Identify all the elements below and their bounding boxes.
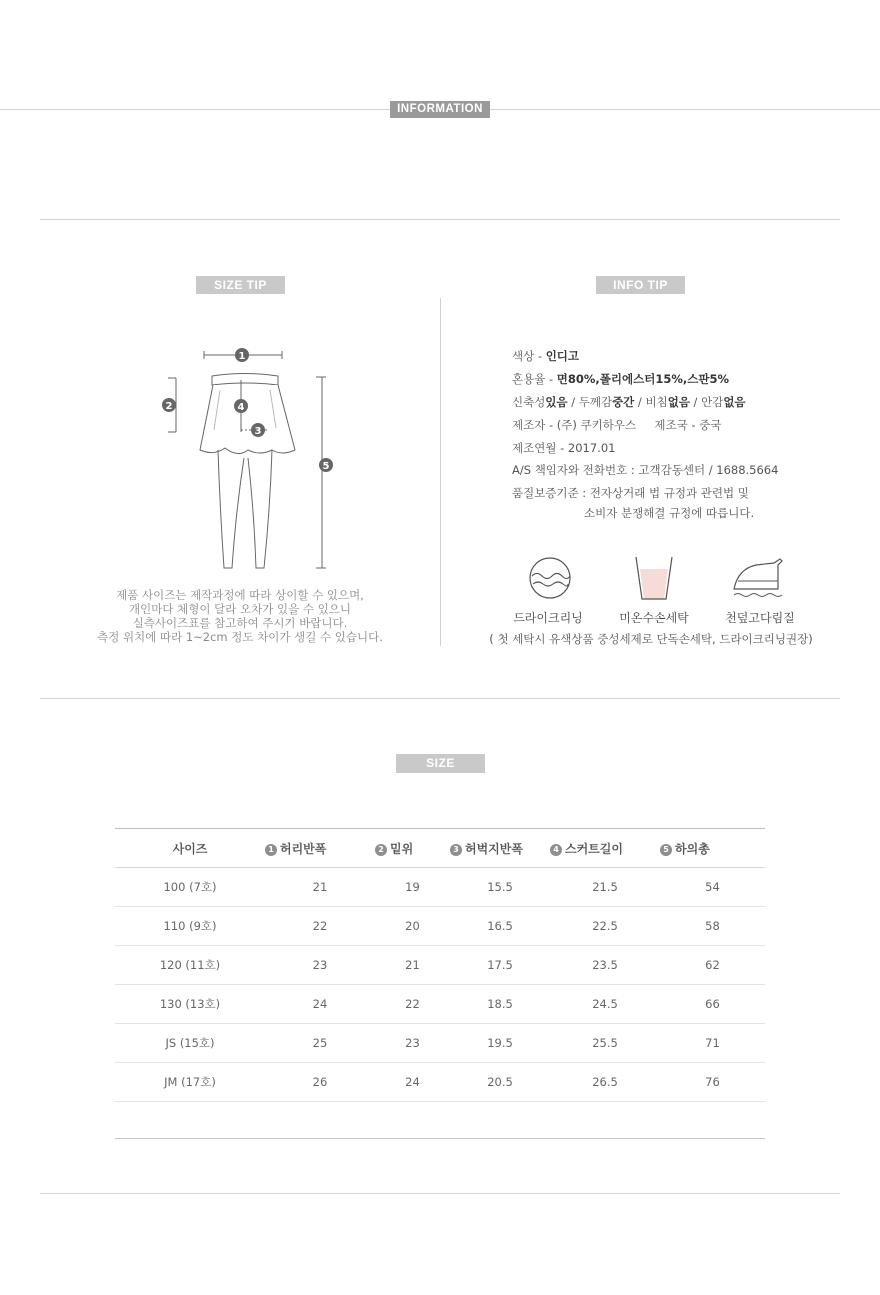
header-thigh: 3 허벅지반폭 — [450, 829, 550, 868]
dry-clean-icon — [526, 556, 576, 600]
info-blend: 혼용율 - 면80%,폴리에스터15%,스판5% — [512, 372, 729, 386]
size-tip-note-line: 제품 사이즈는 제작과정에 따라 상이할 수 있으며, — [116, 588, 364, 602]
info-tip-tag: INFO TIP — [596, 276, 685, 294]
care-label-hand-wash: 미온수손세탁 — [619, 611, 689, 625]
cell-size: 110 (9호) — [115, 907, 265, 946]
size-table-header — [115, 829, 765, 868]
header-skirt-length: 4 스커트길이 — [550, 829, 660, 868]
size-tip-note — [70, 588, 410, 644]
info-quality-1: 품질보증기준 : 전자상거래 법 규정과 관련법 및 — [512, 486, 749, 500]
number-badge: 5 — [660, 844, 672, 856]
cell-size: JS (15호) — [115, 1024, 265, 1063]
cell-skirt-length: 24.5 — [550, 985, 660, 1024]
size-tip-note-line: 실측사이즈표를 참고하여 주시기 바랍니다. — [132, 616, 348, 630]
table-row — [115, 868, 765, 907]
cell-thigh: 17.5 — [450, 946, 550, 985]
cell-rise: 21 — [375, 946, 450, 985]
cell-skirt-length: 25.5 — [550, 1024, 660, 1063]
number-badge: 2 — [375, 844, 387, 856]
header-size: 사이즈 — [115, 829, 265, 868]
info-quality-2: 소비자 분쟁해결 규정에 따릅니다. — [584, 506, 755, 520]
cell-rise: 20 — [375, 907, 450, 946]
cell-total-length: 58 — [660, 907, 765, 946]
cell-total-length: 54 — [660, 868, 765, 907]
cell-skirt-length: 23.5 — [550, 946, 660, 985]
cell-skirt-length: 26.5 — [550, 1063, 660, 1102]
number-badge: 3 — [450, 844, 462, 856]
cell-waist: 22 — [265, 907, 375, 946]
cell-waist: 25 — [265, 1024, 375, 1063]
cell-thigh: 18.5 — [450, 985, 550, 1024]
number-badge: 1 — [265, 844, 277, 856]
care-label-iron: 천덮고다림질 — [725, 611, 795, 625]
info-properties: 신축성있음 / 두께감중간 / 비침없음 / 안감없음 — [512, 395, 746, 409]
cell-total-length: 76 — [660, 1063, 765, 1102]
cell-thigh: 20.5 — [450, 1063, 550, 1102]
marker-1-label: 1 — [238, 351, 246, 362]
marker-4-label: 4 — [237, 402, 245, 413]
info-as: A/S 책임자와 전화번호 : 고객감동센터 / 1688.5664 — [512, 463, 779, 477]
care-note: ( 첫 세탁시 유색상품 중성세제로 단독손세탁, 드라이크리닝권장) — [489, 632, 813, 646]
size-tip-note-line: 개인마다 체형이 달라 오차가 있을 수 있으니 — [129, 602, 351, 616]
table-row — [115, 1063, 765, 1102]
cell-waist: 24 — [265, 985, 375, 1024]
cell-thigh: 19.5 — [450, 1024, 550, 1063]
cell-rise: 22 — [375, 985, 450, 1024]
cell-size: 100 (7호) — [115, 868, 265, 907]
hand-wash-icon — [632, 555, 676, 603]
marker-2-label: 2 — [165, 401, 173, 412]
cell-rise: 19 — [375, 868, 450, 907]
table-row — [115, 946, 765, 985]
info-color: 색상 - 인디고 — [512, 349, 580, 363]
table-bottom-line — [115, 1138, 765, 1139]
cell-total-length: 71 — [660, 1024, 765, 1063]
cell-waist: 26 — [265, 1063, 375, 1102]
cell-waist: 21 — [265, 868, 375, 907]
size-tip-note-line: 측정 위치에 따라 1~2cm 정도 차이가 생길 수 있습니다. — [97, 630, 383, 644]
size-table — [115, 828, 765, 1102]
cell-size: JM (17호) — [115, 1063, 265, 1102]
cell-thigh: 15.5 — [450, 868, 550, 907]
cell-rise: 23 — [375, 1024, 450, 1063]
table-row — [115, 985, 765, 1024]
iron-icon — [730, 555, 786, 601]
header-waist: 1 허리반폭 — [265, 829, 375, 868]
header-rise: 2 밑위 — [375, 829, 450, 868]
skirt-leggings-diagram — [150, 340, 350, 580]
cell-size: 120 (11호) — [115, 946, 265, 985]
info-date: 제조연월 - 2017.01 — [512, 441, 616, 455]
cell-thigh: 16.5 — [450, 907, 550, 946]
information-tag: INFORMATION — [390, 101, 490, 118]
section-divider-2 — [40, 698, 840, 699]
cell-rise: 24 — [375, 1063, 450, 1102]
cell-total-length: 66 — [660, 985, 765, 1024]
care-label-dry-clean: 드라이크리닝 — [513, 611, 583, 625]
table-row — [115, 1024, 765, 1063]
cell-total-length: 62 — [660, 946, 765, 985]
number-badge: 4 — [550, 844, 562, 856]
marker-5-label: 5 — [322, 461, 330, 472]
header-total-length: 5 하의총 — [660, 829, 765, 868]
table-row — [115, 907, 765, 946]
section-divider-1 — [40, 219, 840, 220]
cell-size: 130 (13호) — [115, 985, 265, 1024]
cell-skirt-length: 21.5 — [550, 868, 660, 907]
size-tag: SIZE — [396, 754, 485, 773]
info-maker: 제조자 - (주) 쿠키하우스 제조국 - 중국 — [512, 418, 722, 432]
cell-waist: 23 — [265, 946, 375, 985]
cell-skirt-length: 22.5 — [550, 907, 660, 946]
size-tip-tag: SIZE TIP — [196, 276, 285, 294]
marker-3-label: 3 — [254, 426, 262, 437]
section-divider-3 — [40, 1193, 840, 1194]
column-divider — [440, 298, 441, 646]
